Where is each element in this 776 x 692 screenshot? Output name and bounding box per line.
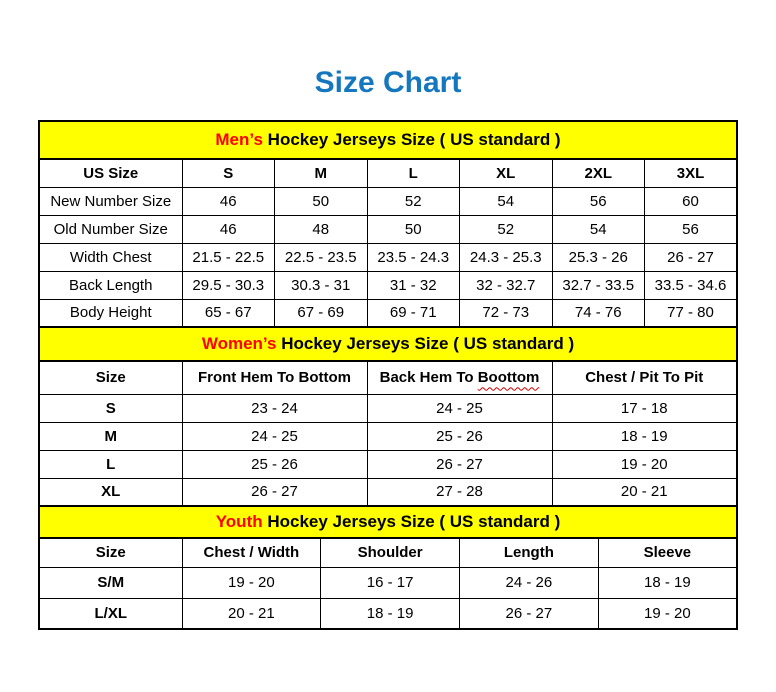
row-label: Back Length xyxy=(39,271,182,299)
mens-size-table xyxy=(38,120,738,328)
mens-section-heading xyxy=(39,121,737,159)
table-cell: 18 - 19 xyxy=(321,598,460,629)
row-label: M xyxy=(39,422,182,450)
table-cell: 18 - 19 xyxy=(552,422,737,450)
table-cell: 19 - 20 xyxy=(182,567,321,598)
table-cell: 24.3 - 25.3 xyxy=(460,243,553,271)
table-cell: 30.3 - 31 xyxy=(275,271,368,299)
column-header-chest-pit: Chest / Pit To Pit xyxy=(552,361,737,394)
column-header-m: M xyxy=(275,159,368,187)
back-hem-misspelled-word: Boottom xyxy=(477,369,540,387)
table-cell: 21.5 - 22.5 xyxy=(182,243,275,271)
table-cell: 52 xyxy=(367,187,460,215)
table-cell: 19 - 20 xyxy=(598,598,737,629)
table-cell: 60 xyxy=(645,187,738,215)
table-cell: 20 - 21 xyxy=(182,598,321,629)
table-cell: 26 - 27 xyxy=(645,243,738,271)
table-cell: 46 xyxy=(182,187,275,215)
womens-heading-rest: Hockey Jerseys Size ( US standard ) xyxy=(281,334,575,353)
column-header-chest-width: Chest / Width xyxy=(182,538,321,567)
column-header-us-size: US Size xyxy=(39,159,182,187)
table-cell: 69 - 71 xyxy=(367,299,460,327)
table-cell: 54 xyxy=(460,187,553,215)
table-row-womens-l xyxy=(39,450,737,478)
womens-header-row xyxy=(39,361,737,394)
row-label: S xyxy=(39,394,182,422)
column-header-l: L xyxy=(367,159,460,187)
table-cell: 72 - 73 xyxy=(460,299,553,327)
mens-section-band xyxy=(39,121,737,159)
table-cell: 31 - 32 xyxy=(367,271,460,299)
table-cell: 54 xyxy=(552,215,645,243)
table-cell: 26 - 27 xyxy=(460,598,599,629)
column-header-size: Size xyxy=(39,361,182,394)
table-cell: 23 - 24 xyxy=(182,394,367,422)
table-cell: 74 - 76 xyxy=(552,299,645,327)
table-cell: 77 - 80 xyxy=(645,299,738,327)
column-header-3xl: 3XL xyxy=(645,159,738,187)
column-header-2xl: 2XL xyxy=(552,159,645,187)
table-row-new-number-size xyxy=(39,187,737,215)
row-label: XL xyxy=(39,478,182,506)
table-cell: 65 - 67 xyxy=(182,299,275,327)
table-cell: 25.3 - 26 xyxy=(552,243,645,271)
table-row-womens-s xyxy=(39,394,737,422)
table-row-womens-xl xyxy=(39,478,737,506)
womens-heading-highlight: Women’s xyxy=(201,334,277,353)
youth-section-heading xyxy=(39,506,737,538)
table-row-back-length xyxy=(39,271,737,299)
table-row-old-number-size xyxy=(39,215,737,243)
table-cell: 27 - 28 xyxy=(367,478,552,506)
womens-section-heading xyxy=(39,327,737,361)
row-label: L/XL xyxy=(39,598,182,629)
table-cell: 25 - 26 xyxy=(182,450,367,478)
youth-header-row xyxy=(39,538,737,567)
table-cell: 24 - 25 xyxy=(182,422,367,450)
row-label: Old Number Size xyxy=(39,215,182,243)
table-cell: 56 xyxy=(645,215,738,243)
table-cell: 52 xyxy=(460,215,553,243)
mens-header-row xyxy=(39,159,737,187)
table-row-youth-lxl xyxy=(39,598,737,629)
table-cell: 18 - 19 xyxy=(598,567,737,598)
womens-section-band xyxy=(39,327,737,361)
column-header-shoulder: Shoulder xyxy=(321,538,460,567)
column-header-sleeve: Sleeve xyxy=(598,538,737,567)
table-cell: 29.5 - 30.3 xyxy=(182,271,275,299)
column-header-xl: XL xyxy=(460,159,553,187)
size-tables-container xyxy=(38,120,738,630)
back-hem-prefix: Back Hem To xyxy=(379,369,478,387)
mens-heading-rest: Hockey Jerseys Size ( US standard ) xyxy=(267,130,561,149)
table-cell: 46 xyxy=(182,215,275,243)
column-header-s: S xyxy=(182,159,275,187)
table-cell: 32.7 - 33.5 xyxy=(552,271,645,299)
table-cell: 17 - 18 xyxy=(552,394,737,422)
table-cell: 20 - 21 xyxy=(552,478,737,506)
table-cell: 56 xyxy=(552,187,645,215)
table-row-womens-m xyxy=(39,422,737,450)
table-cell: 26 - 27 xyxy=(367,450,552,478)
row-label: New Number Size xyxy=(39,187,182,215)
table-row-body-height xyxy=(39,299,737,327)
column-header-front-hem: Front Hem To Bottom xyxy=(182,361,367,394)
column-header-length: Length xyxy=(460,538,599,567)
row-label: Width Chest xyxy=(39,243,182,271)
table-row-width-chest xyxy=(39,243,737,271)
youth-heading-rest: Hockey Jerseys Size ( US standard ) xyxy=(267,512,561,531)
column-header-back-hem xyxy=(367,361,552,394)
youth-heading-highlight: Youth xyxy=(215,512,263,531)
table-row-youth-sm xyxy=(39,567,737,598)
table-cell: 50 xyxy=(367,215,460,243)
table-cell: 24 - 25 xyxy=(367,394,552,422)
table-cell: 26 - 27 xyxy=(182,478,367,506)
table-cell: 23.5 - 24.3 xyxy=(367,243,460,271)
table-cell: 25 - 26 xyxy=(367,422,552,450)
table-cell: 16 - 17 xyxy=(321,567,460,598)
table-cell: 67 - 69 xyxy=(275,299,368,327)
youth-section-band xyxy=(39,506,737,538)
row-label: Body Height xyxy=(39,299,182,327)
row-label: S/M xyxy=(39,567,182,598)
youth-size-table xyxy=(38,505,738,630)
page-title: Size Chart xyxy=(314,66,462,99)
mens-heading-highlight: Men’s xyxy=(215,130,263,149)
table-cell: 22.5 - 23.5 xyxy=(275,243,368,271)
table-cell: 24 - 26 xyxy=(460,567,599,598)
column-header-size: Size xyxy=(39,538,182,567)
table-cell: 19 - 20 xyxy=(552,450,737,478)
row-label: L xyxy=(39,450,182,478)
table-cell: 33.5 - 34.6 xyxy=(645,271,738,299)
womens-size-table xyxy=(38,326,738,507)
table-cell: 50 xyxy=(275,187,368,215)
table-cell: 48 xyxy=(275,215,368,243)
table-cell: 32 - 32.7 xyxy=(460,271,553,299)
